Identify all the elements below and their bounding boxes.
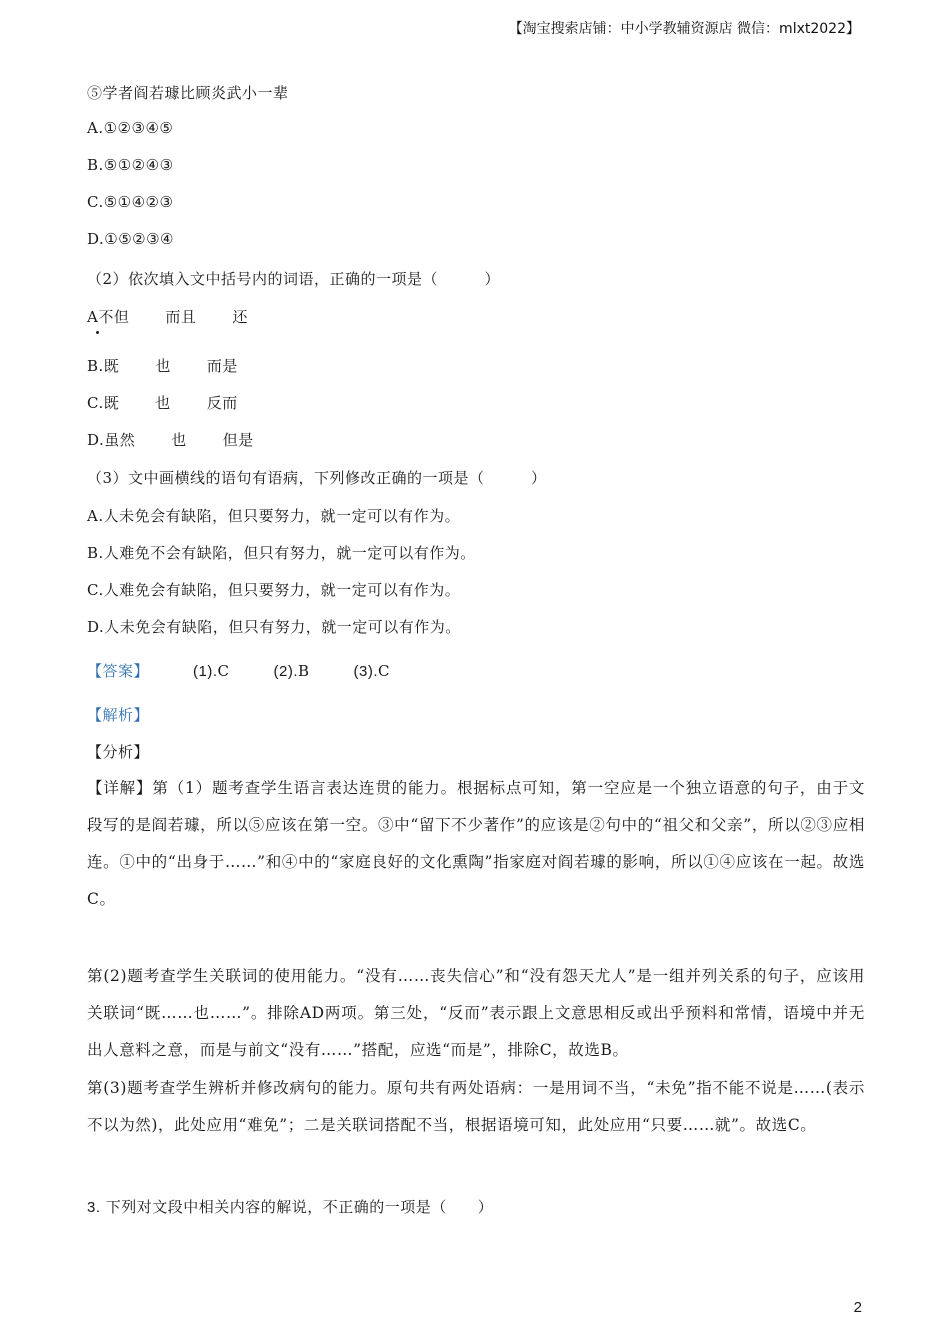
q2-option-a-word3: 还 <box>232 308 248 326</box>
header-shop-info: 【淘宝搜索店铺：中小学教辅资源店 微信：mlxt2022】 <box>508 21 860 37</box>
detail-tag: 【详解】 <box>87 779 153 797</box>
q2-option-a-word2: 而且 <box>165 308 197 326</box>
q2-option-b-word3: 而是 <box>206 357 238 375</box>
answer-tag: 【答案】 <box>87 662 150 680</box>
page-number: 2 <box>853 1299 862 1316</box>
answer-2-value: B <box>298 662 310 680</box>
q2-option-d <box>87 429 254 450</box>
q2-option-a-label: A <box>87 308 99 326</box>
detail-paragraph-2: 第(2)题考查学生关联词的使用能力。“没有……丧失信心”和“没有怨天尤人”是一组并列关系的句子，应该用关联词“既……也……”。排除AD两项。第三处，“反而”表示跟上文意思相反或出乎预料和常情，语境中并无出人意料之意，而是与前文“没有……”搭配，应选“而是”，排除C，故选B。 <box>87 967 865 1059</box>
q2-option-a <box>87 306 248 327</box>
q2-option-a-word1: 不但 <box>98 308 130 326</box>
q2-option-b-word2: 也 <box>155 357 171 375</box>
q2-option-d-word1: 虽然 <box>104 431 136 449</box>
q2-option-b-word1: 既 <box>103 357 120 375</box>
q1-option-b: B.⑤①②④③ <box>87 156 174 174</box>
answer-3-value: C <box>378 662 391 680</box>
q2-option-c-word3: 反而 <box>206 394 238 412</box>
q2-option-d-word3: 但是 <box>222 431 254 449</box>
answer-2-num: (2). <box>273 663 298 680</box>
fenxi-tag: 【分析】 <box>87 743 150 761</box>
q2-option-d-label: D. <box>87 431 105 449</box>
answer-3-num: (3). <box>353 663 379 680</box>
answer-1-value: C <box>217 662 230 680</box>
q2-stem: （2）依次填入文中括号内的词语，正确的一项是（ ） <box>87 270 501 288</box>
q3-option-d: D.人未免会有缺陷，但只有努力，就一定可以有作为。 <box>87 618 461 636</box>
detail-paragraph-3: 第(3)题考查学生辨析并修改病句的能力。原句共有两处语病：一是用词不当，“未免”指不能不说是……(表示不以为然)，此处应用“难免”；二是关联词搭配不当，根据语境可知，此处应用“只要……就”。故选C。 <box>87 1079 865 1134</box>
q2-option-c-word2: 也 <box>155 394 171 412</box>
q3-option-c: C.人难免会有缺陷，但只要努力，就一定可以有作为。 <box>87 581 461 599</box>
q2-option-c <box>87 392 238 413</box>
q3-option-b: B.人难免不会有缺陷，但只有努力，就一定可以有作为。 <box>87 544 476 562</box>
detail-text-1: 第（1）题考查学生语言表达连贯的能力。根据标点可知，第一空应是一个独立语意的句子，由于文段写的是阎若璩，所以⑤应该在第一空。③中“留下不少著作”的应该是②句中的“祖父和父亲”，所以②③应相连。①中的“出身于……”和④中的“家庭良好的文化熏陶”指家庭对阎若璩的影响，所以①④应该在一起。故选C。 <box>87 779 865 908</box>
q2-option-c-label: C. <box>87 394 104 412</box>
q1-option-a: A.①②③④⑤ <box>87 119 174 137</box>
question-3-row <box>87 1196 493 1217</box>
q2-option-b <box>87 355 238 376</box>
q1-option-c: C.⑤①④②③ <box>87 193 174 211</box>
q2-option-d-word2: 也 <box>171 431 187 449</box>
question-3-stem: 下列对文段中相关内容的解说，不正确的一项是（ ） <box>105 1198 494 1216</box>
answer-row <box>87 660 390 681</box>
item-5: ⑤学者阎若璩比顾炎武小一辈 <box>87 84 289 102</box>
question-3-number: 3. <box>87 1199 101 1216</box>
q2-option-b-label: B. <box>87 357 104 375</box>
q2-option-c-word1: 既 <box>103 394 120 412</box>
answer-1-num: (1). <box>193 663 218 680</box>
analysis-tag: 【解析】 <box>87 706 150 724</box>
q3-stem: （3）文中画横线的语句有语病，下列修改正确的一项是（ ） <box>87 469 547 487</box>
detail-paragraph-1 <box>87 770 865 918</box>
emphasis-dot <box>96 331 99 334</box>
q1-option-d: D.①⑤②③④ <box>87 230 174 248</box>
q3-option-a: A.人未免会有缺陷，但只要努力，就一定可以有作为。 <box>87 507 461 525</box>
